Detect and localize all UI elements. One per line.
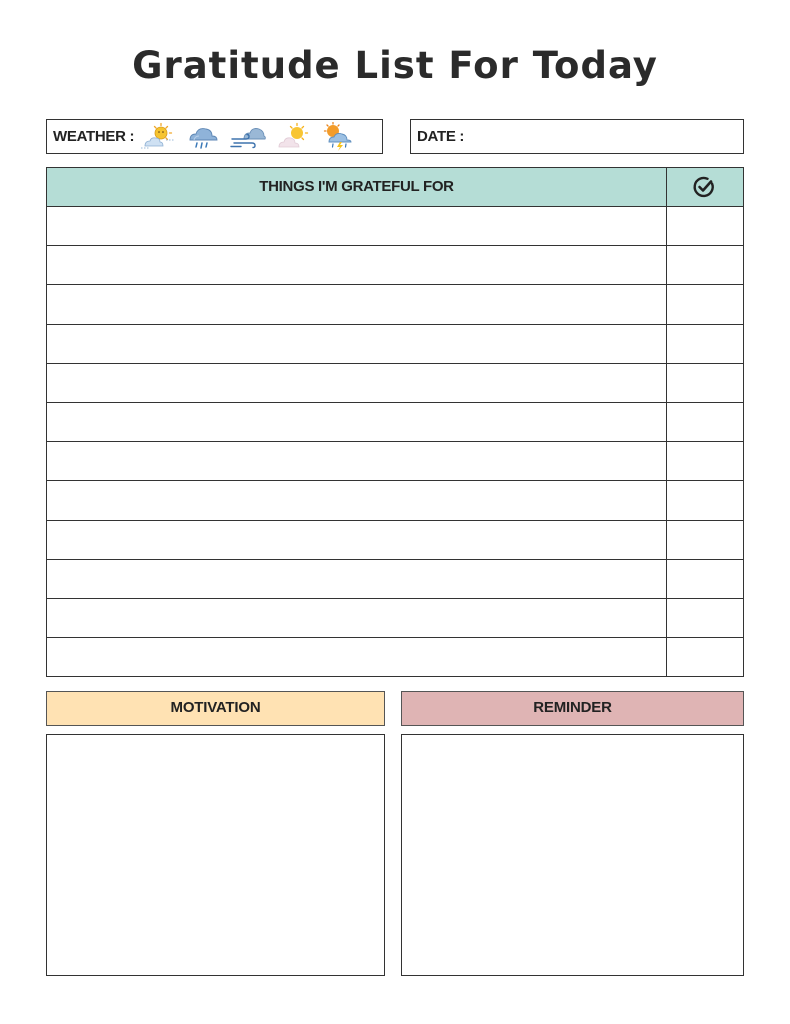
table-row: [47, 521, 743, 560]
check-circle-icon: [666, 168, 742, 206]
gratitude-item-field[interactable]: [47, 285, 666, 323]
date-label: DATE :: [417, 128, 465, 145]
gratitude-item-field[interactable]: [47, 638, 666, 677]
partly-cloudy-icon[interactable]: [140, 122, 176, 152]
gratitude-check-cell[interactable]: [666, 638, 742, 677]
reminder-area[interactable]: [401, 734, 744, 976]
table-row: [47, 207, 743, 246]
gratitude-table: [46, 167, 744, 677]
gratitude-check-cell[interactable]: [666, 364, 742, 402]
gratitude-check-cell[interactable]: [666, 207, 742, 245]
gratitude-item-field[interactable]: [47, 207, 666, 245]
gratitude-check-cell[interactable]: [666, 285, 742, 323]
gratitude-item-field[interactable]: [47, 364, 666, 402]
weather-field[interactable]: [46, 119, 383, 154]
gratitude-check-cell[interactable]: [666, 442, 742, 480]
gratitude-item-field[interactable]: [47, 442, 666, 480]
gratitude-item-field[interactable]: [47, 560, 666, 598]
gratitude-check-cell[interactable]: [666, 521, 742, 559]
gratitude-check-cell[interactable]: [666, 560, 742, 598]
table-row: [47, 364, 743, 403]
gratitude-check-cell[interactable]: [666, 481, 742, 519]
gratitude-item-field[interactable]: [47, 481, 666, 519]
gratitude-item-field[interactable]: [47, 599, 666, 637]
gratitude-check-cell[interactable]: [666, 246, 742, 284]
table-row: [47, 403, 743, 442]
sun-behind-cloud-icon[interactable]: [275, 122, 311, 152]
gratitude-table-header: [47, 168, 743, 207]
page-title: Gratitude List For Today: [132, 44, 658, 87]
thunderstorm-sun-icon[interactable]: [320, 122, 356, 152]
table-row: [47, 285, 743, 324]
gratitude-item-field[interactable]: [47, 325, 666, 363]
gratitude-header-label: THINGS I'M GRATEFUL FOR: [259, 178, 454, 195]
weather-icons: [140, 122, 365, 152]
table-row: [47, 560, 743, 599]
table-row: [47, 325, 743, 364]
gratitude-check-cell[interactable]: [666, 599, 742, 637]
gratitude-check-cell[interactable]: [666, 403, 742, 441]
table-row: [47, 599, 743, 638]
motivation-area[interactable]: [46, 734, 385, 976]
gratitude-item-field[interactable]: [47, 521, 666, 559]
weather-label: WEATHER :: [53, 128, 135, 145]
reminder-header: REMINDER: [401, 691, 744, 726]
date-field[interactable]: [410, 119, 744, 154]
table-row: [47, 638, 743, 677]
gratitude-item-field[interactable]: [47, 403, 666, 441]
table-row: [47, 246, 743, 285]
gratitude-item-field[interactable]: [47, 246, 666, 284]
motivation-header: MOTIVATION: [46, 691, 385, 726]
table-row: [47, 481, 743, 520]
windy-cloud-icon[interactable]: [230, 122, 266, 152]
table-row: [47, 442, 743, 481]
rain-cloud-icon[interactable]: [185, 122, 221, 152]
gratitude-check-cell[interactable]: [666, 325, 742, 363]
